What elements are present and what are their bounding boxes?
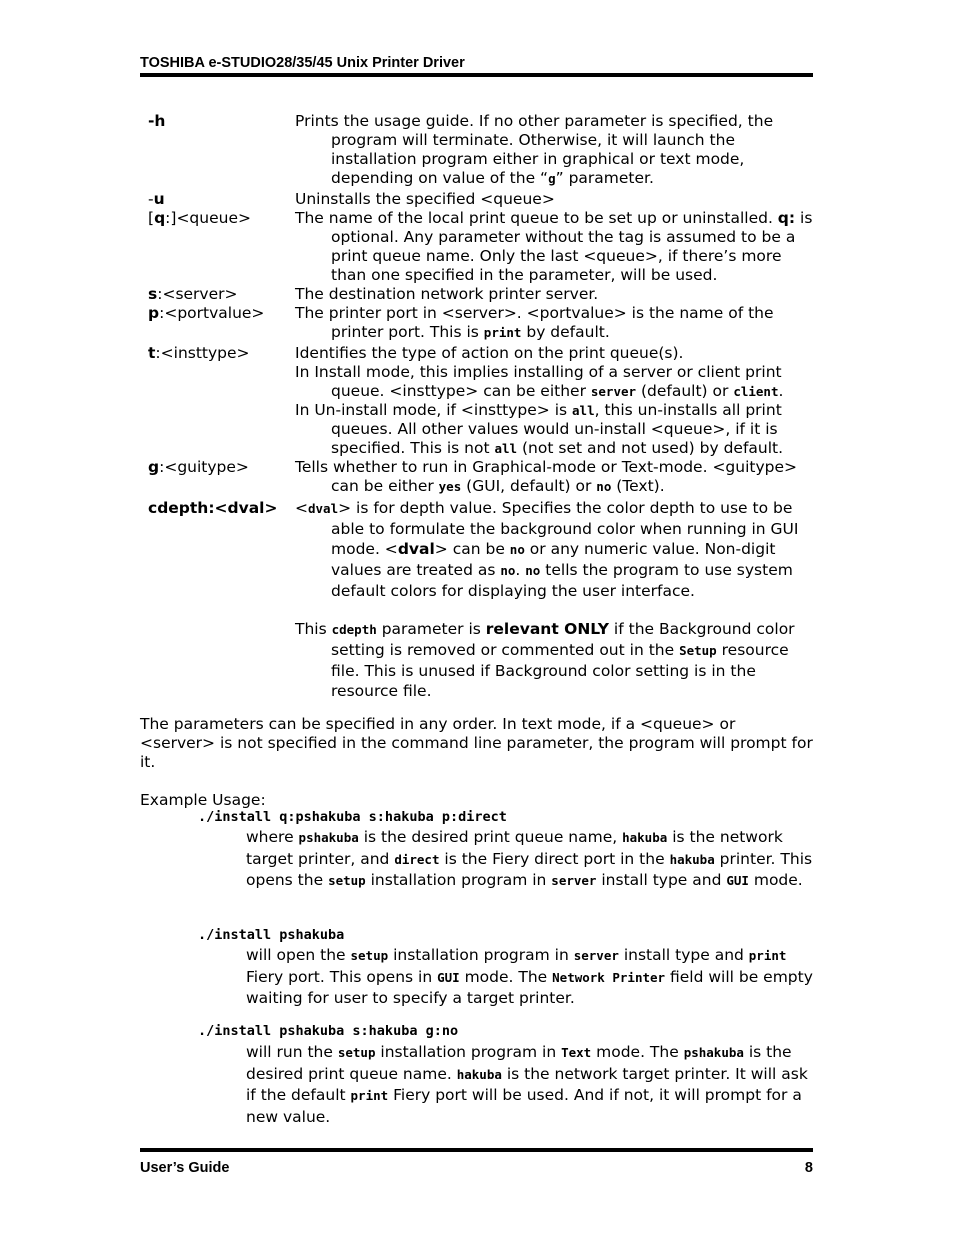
- note-code: cdepth: [331, 622, 377, 637]
- ex-text: Fiery port will be used. And if not, it will prompt for a new value.: [246, 1086, 802, 1126]
- footer-title: User’s Guide: [140, 1160, 230, 1176]
- param-row-g: [148, 458, 818, 496]
- ex-text: will run the: [246, 1043, 338, 1061]
- example-description: [246, 827, 816, 892]
- example-label: Example Usage:: [140, 791, 266, 809]
- param-desc: [295, 112, 818, 188]
- param-name: [148, 190, 295, 209]
- desc-text: ” parameter.: [555, 169, 654, 187]
- note-text: This: [295, 620, 332, 638]
- desc-text: .: [778, 382, 784, 400]
- example-command: ./install pshakuba s:hakuba g:no: [198, 1023, 459, 1039]
- ex-code: Text: [561, 1045, 592, 1060]
- desc-text: by default.: [521, 323, 610, 341]
- desc-text: The printer port in <server>. <portvalue> is the name of the printer port. This is: [295, 304, 774, 341]
- ex-text: mode.: [748, 871, 803, 889]
- ex-text: mode. The: [591, 1043, 684, 1061]
- ex-code: hakuba: [669, 851, 715, 867]
- param-name: [148, 285, 295, 304]
- name-part: g: [148, 458, 160, 476]
- param-row-h: [148, 112, 818, 188]
- ex-code: setup: [337, 1045, 376, 1060]
- param-desc: [295, 190, 818, 209]
- name-part: p: [148, 304, 160, 322]
- ex-text: is the desired print queue name,: [358, 828, 623, 846]
- header-rule: [140, 73, 813, 77]
- ex-code: pshakuba: [683, 1045, 744, 1060]
- name-part: -: [148, 190, 154, 208]
- ex-text: is the desired print queue name.: [246, 1043, 792, 1083]
- desc-code: g: [548, 171, 556, 186]
- ex-code: hakuba: [456, 1066, 502, 1082]
- ex-text: is the network target printer, and: [246, 828, 783, 868]
- name-part: q: [154, 209, 166, 227]
- name-part: :<guitype>: [159, 458, 249, 476]
- name-part: :<portvalue>: [159, 304, 265, 322]
- param-desc: [295, 209, 818, 285]
- param-name: [148, 304, 295, 342]
- page-header: TOSHIBA e-STUDIO28/35/45 Unix Printer Driver: [140, 55, 465, 71]
- param-name: cdepth:<dval>: [148, 499, 278, 517]
- note-text: resource file. This is unused if Background color setting is in the resource file.: [331, 641, 789, 700]
- desc-text: (not set and not used) by default.: [517, 439, 784, 457]
- ex-text: where: [246, 828, 299, 846]
- ex-code: GUI: [437, 969, 460, 985]
- page-footer: [140, 1160, 813, 1176]
- param-name: -h: [148, 112, 166, 130]
- ex-text: install type and: [596, 871, 727, 889]
- ex-code: hakuba: [622, 830, 668, 845]
- name-part: t: [148, 344, 156, 362]
- desc-text: Identifies the type of action on the print queue(s).: [295, 344, 684, 362]
- desc-code: no: [596, 479, 612, 494]
- desc-text: .: [515, 561, 526, 579]
- desc-code: server: [590, 384, 637, 399]
- desc-text: In Un-install mode, if <insttype> is: [295, 401, 573, 419]
- desc-text: (GUI, default) or: [461, 477, 597, 495]
- param-row-t: [148, 344, 818, 458]
- desc-text: or any numeric value. Non-digit values are treated as: [331, 540, 776, 579]
- note-text: parameter is: [376, 620, 486, 638]
- param-name: [148, 209, 295, 285]
- name-part: :]<queue>: [165, 209, 251, 227]
- param-desc: [295, 285, 818, 304]
- desc-text: In Install mode, this implies installing of a server or client print queue. <insttype> can be either: [295, 363, 782, 400]
- desc-text: Tells whether to run in Graphical-mode or Text-mode. <guitype> can be either: [295, 458, 798, 495]
- ex-code: server: [573, 948, 619, 963]
- ex-code: setup: [350, 948, 389, 963]
- ex-text: printer. This opens the: [246, 849, 813, 889]
- ex-code: server: [551, 873, 597, 888]
- param-row-s: [148, 285, 818, 304]
- name-part: [: [148, 209, 155, 227]
- ex-code: direct: [394, 851, 440, 867]
- ex-text: is the Fiery direct port in the: [439, 849, 670, 868]
- desc-code: print: [483, 325, 522, 340]
- note-bold: relevant ONLY: [485, 620, 609, 638]
- ex-code: pshakuba: [298, 830, 359, 845]
- ex-text: installation program in: [388, 946, 574, 964]
- desc-text: , this un-installs all print queues. All other values would un-install <queue>, if it is specified. This is not: [331, 401, 782, 457]
- desc-text: is optional. Any parameter without the tag is assumed to be a print queue name. Only the last <queue>, if there’s more than one specified in the parameter, will be used.: [331, 209, 813, 284]
- ex-code: GUI: [726, 873, 749, 888]
- param-desc: [295, 498, 818, 701]
- param-desc: [295, 344, 818, 458]
- param-row-q: [148, 209, 818, 285]
- desc-text: > can be: [434, 540, 510, 558]
- desc-code: no: [500, 563, 516, 578]
- example-description: [246, 1042, 816, 1127]
- param-row-cdepth: [148, 498, 818, 701]
- desc-text: > is for depth value. Specifies the color depth to use to be able to formulate the background color when running in GUI mode. <: [331, 499, 799, 558]
- name-part: u: [153, 190, 165, 208]
- ex-text: will open the: [246, 946, 351, 964]
- ex-text: is the network target printer. It will ask if the default: [246, 1064, 808, 1104]
- desc-text: Prints the usage guide. If no other parameter is specified, the program will terminate. Otherwise, it will launch the installation program either in graphical or text mode, depending on value of the “: [295, 112, 774, 187]
- ex-text: field will be empty waiting for user to specify a target printer.: [246, 967, 813, 1007]
- desc-code: client: [733, 384, 779, 399]
- note-code: Setup: [679, 643, 717, 658]
- name-part: s: [148, 285, 158, 303]
- footer-rule: [140, 1148, 813, 1152]
- desc-code: yes: [438, 479, 462, 494]
- param-desc: [295, 458, 818, 496]
- desc-code: dval: [308, 501, 339, 516]
- desc-text: (default) or: [636, 382, 734, 400]
- desc-text: tells the program to use system default colors for displaying the user interface.: [331, 561, 793, 600]
- example-command: ./install pshakuba: [198, 927, 345, 943]
- ex-code: Network Printer: [552, 969, 666, 985]
- desc-text: Uninstalls the specified <queue>: [295, 190, 555, 208]
- ex-code: setup: [328, 873, 366, 888]
- ex-text: Fiery port. This opens in: [246, 967, 438, 986]
- desc-text: The name of the local print queue to be set up or uninstalled.: [295, 209, 778, 227]
- desc-text: (Text).: [611, 477, 665, 495]
- body-paragraph: The parameters can be specified in any order. In text mode, if a <queue> or <server> is not specified in the command line parameter, the program will prompt for it.: [140, 715, 813, 771]
- desc-text: <: [295, 499, 308, 517]
- note-text: if the Background color setting is removed or commented out in the: [331, 620, 795, 659]
- param-name: [148, 344, 295, 458]
- ex-text: mode. The: [459, 967, 553, 986]
- parameter-list: [148, 112, 818, 701]
- param-desc: [295, 304, 818, 342]
- param-name: [148, 458, 295, 496]
- name-part: :<insttype>: [155, 344, 250, 362]
- ex-code: print: [748, 948, 787, 963]
- ex-text: install type and: [618, 946, 749, 964]
- param-row-p: [148, 304, 818, 342]
- ex-code: print: [350, 1088, 389, 1103]
- ex-text: installation program in: [375, 1043, 562, 1061]
- desc-code: all: [494, 441, 518, 456]
- desc-code: all: [572, 403, 595, 418]
- desc-text: The destination network printer server.: [295, 285, 599, 303]
- example-command: ./install q:pshakuba s:hakuba p:direct: [198, 809, 507, 825]
- page-number: 8: [804, 1160, 813, 1176]
- example-description: [246, 945, 816, 1009]
- desc-bold: dval: [397, 540, 435, 558]
- desc-code: no: [509, 542, 525, 557]
- ex-text: installation program in: [365, 871, 552, 889]
- desc-bold: q:: [777, 209, 796, 227]
- name-part: :<server>: [157, 285, 238, 303]
- param-row-u: [148, 190, 818, 209]
- desc-code: no: [525, 563, 541, 578]
